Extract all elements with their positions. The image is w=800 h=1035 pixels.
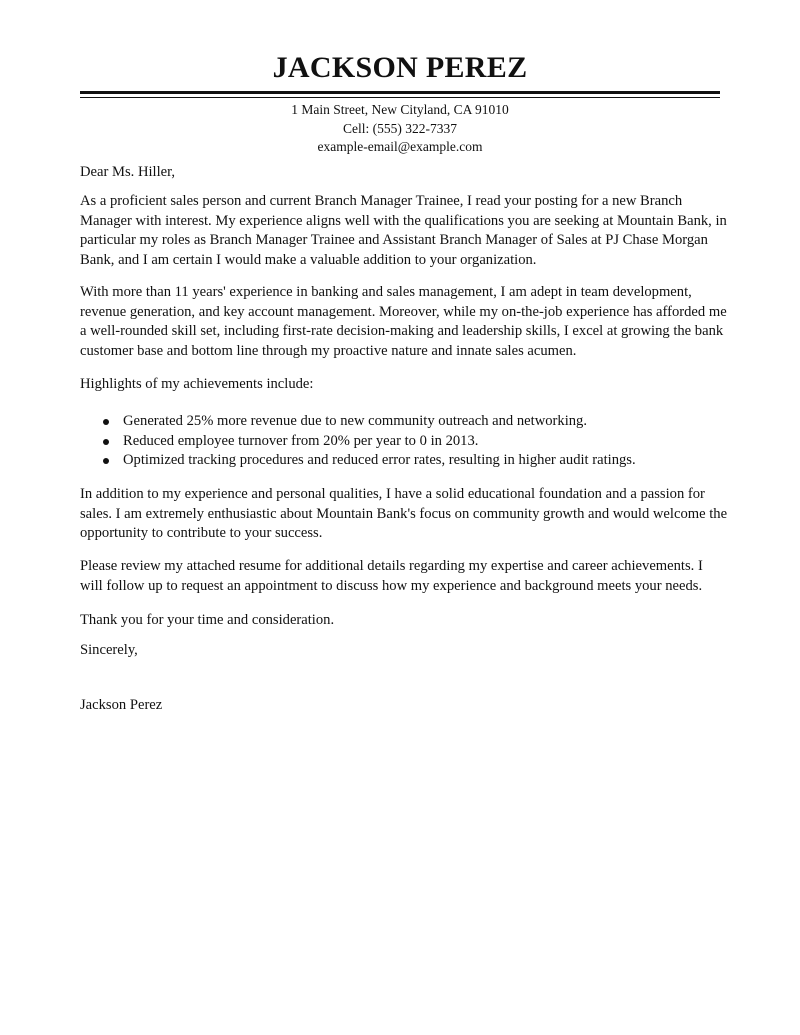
paragraph-intro: As a proficient sales person and current Branch Manager Trainee, I read your posting for a new Branch Manager with interest. My experience aligns well with the qualifications you are seeking at Mountain Bank, in particular my roles as Branch Manager Trainee and Assistant Branch Manager of Sales at PJ Chase Morgan Bank, and I am certain I would make a valuable addition to your organization. [80,193,727,268]
paragraph-follow-up: Please review my attached resume for additional details regarding my expertise and career achievements. I will follow up to request an appointment to discuss how my experience and background meets your needs. [80,558,703,594]
thanks-line: Thank you for your time and consideration. [80,612,335,628]
achievement-text: Optimized tracking procedures and reduced error rates, resulting in higher audit ratings. [123,452,636,468]
bullet-icon [103,419,109,425]
achievement-text: Reduced employee turnover from 20% per year to 0 in 2013. [123,432,479,449]
contact-block [0,101,800,157]
achievement-item [80,432,728,452]
header-rule-thick [80,91,720,94]
achievements-list [80,412,728,471]
bullet-icon [103,458,109,464]
achievement-item [80,412,728,432]
bullet-icon [103,439,109,445]
signature-name: Jackson Perez [80,697,163,713]
achievement-text: Generated 25% more revenue due to new community outreach and networking. [123,413,587,429]
phone-line: Cell: (555) 322-7337 [343,120,457,136]
header-rule-thin [80,97,720,98]
greeting: Dear Ms. Hiller, [80,164,176,180]
achievement-item [80,451,728,471]
paragraph-experience: With more than 11 years' experience in banking and sales management, I am adept in team development, revenue generation, and key account management. Moreover, while my on-the-job experience has afforded me a well-rounded skill set, including first-rate decision-making and leadership skills, I excel at growing the bank customer base and bottom line through my proactive nature and innate sales acumen. [80,284,727,359]
address-line: 1 Main Street, New Cityland, CA 91010 [291,102,509,117]
highlights-intro: Highlights of my achievements include: [80,376,314,392]
email-line: example-email@example.com [317,139,483,154]
paragraph-education: In addition to my experience and personal qualities, I have a solid educational foundation and a passion for sales. I am extremely enthusiastic about Mountain Bank's focus on community growth and would welcome the opportunity to contribute to your success. [80,486,728,541]
applicant-name: JACKSON PEREZ [272,51,528,84]
closing-line: Sincerely, [80,642,138,658]
